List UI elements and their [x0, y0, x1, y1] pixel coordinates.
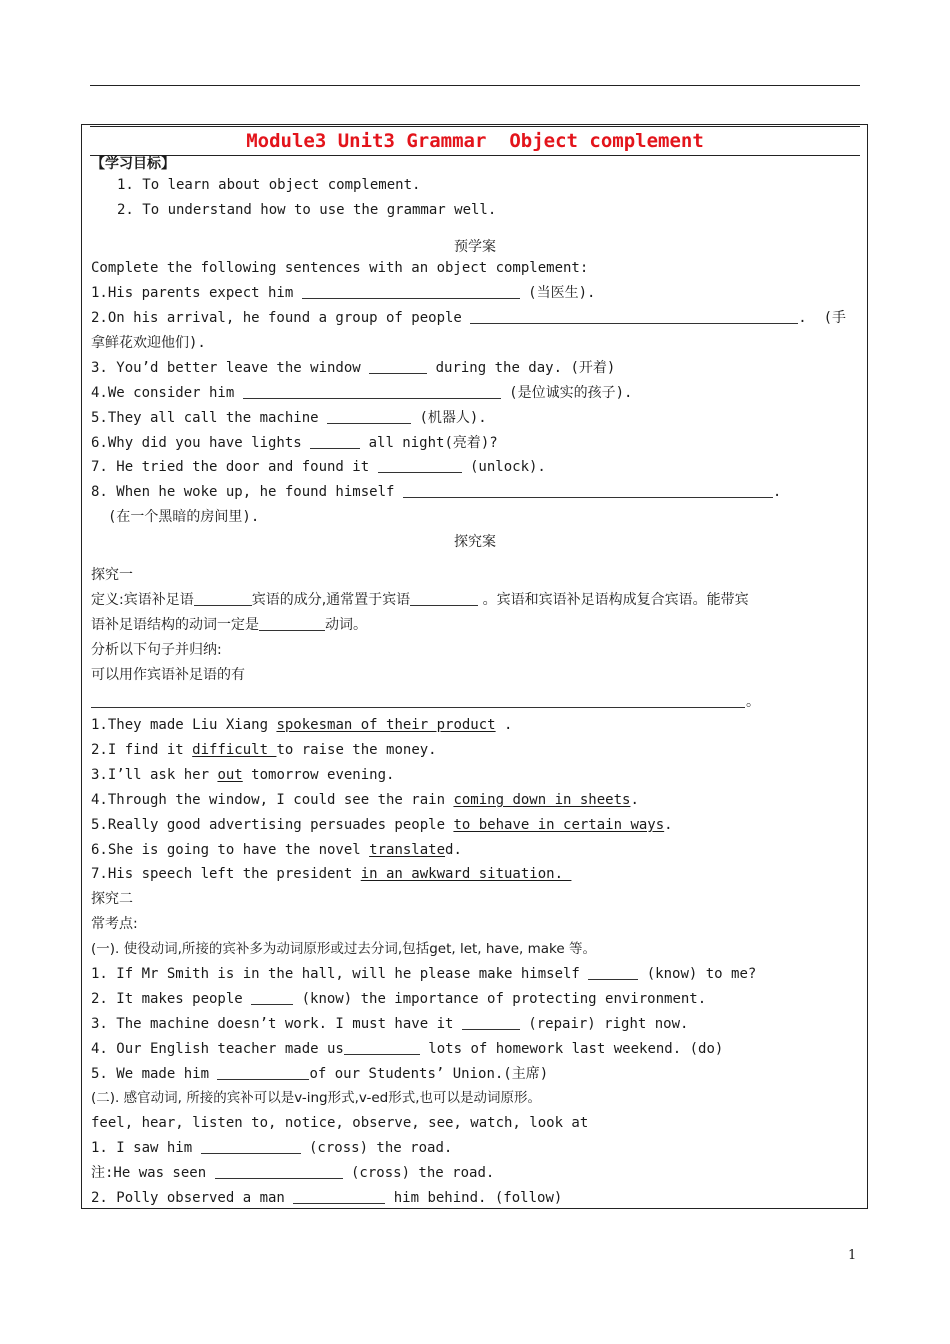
frame-top-rule	[90, 126, 860, 127]
analyze-instruction: 分析以下句子并归纳:	[91, 642, 222, 658]
page-title: Module3 Unit3 Grammar Object complement	[246, 130, 704, 152]
sense-verbs-list: feel, hear, listen to, notice, observe, see, watch, look at	[91, 1115, 589, 1131]
preview-question-6: 6.Why did you have lights all night(亮着)?	[91, 435, 498, 451]
example-4: 4.Through the window, I could see the rain coming down in sheets.	[91, 792, 639, 808]
example-1: 1.They made Liu Xiang spokesman of their product .	[91, 717, 513, 733]
answer-blank[interactable]	[369, 359, 427, 374]
can-be-prompt: 可以用作宾语补足语的有	[91, 667, 245, 683]
answer-line[interactable]	[91, 707, 745, 708]
answer-blank[interactable]	[310, 434, 360, 449]
answer-blank[interactable]	[251, 990, 293, 1005]
section-2-title: (二). 感官动词, 所接的宾补可以是v-ing形式,v-ed形式,也可以是动词原形。	[91, 1090, 542, 1106]
goal-item: 2. To understand how to use the grammar well.	[117, 202, 497, 218]
answer-blank[interactable]	[327, 409, 411, 424]
answer-blank[interactable]	[344, 1040, 420, 1055]
preview-question-8: 8. When he woke up, he found himself .	[91, 484, 782, 500]
exercise-s4: 4. Our English teacher made us lots of homework last weekend. (do)	[91, 1041, 724, 1057]
definition-line-1: 定义:宾语补足语 宾语的成分,通常置于宾语 。宾语和宾语补足语构成复合宾语。能带宾	[91, 592, 749, 608]
answer-blank[interactable]	[302, 284, 520, 299]
answer-blank[interactable]	[410, 591, 478, 606]
page-number: 1	[848, 1248, 857, 1263]
answer-blank[interactable]	[194, 591, 252, 606]
definition-line-2: 语补足语结构的动词一定是 动词。	[91, 617, 367, 633]
answer-blank[interactable]	[259, 616, 325, 631]
answer-blank[interactable]	[403, 483, 773, 498]
preview-question-1: 1.His parents expect him (当医生).	[91, 285, 596, 301]
header-rule	[90, 85, 860, 86]
answer-blank[interactable]	[293, 1189, 385, 1204]
preview-instruction: Complete the following sentences with an object complement:	[91, 260, 589, 276]
exercise-t1: 1. I saw him (cross) the road.	[91, 1140, 453, 1156]
preview-question-4: 4.We consider him (是位诚实的孩子).	[91, 385, 633, 401]
example-6: 6.She is going to have the novel translated.	[91, 842, 462, 858]
preview-question-3: 3. You’d better leave the window during the day. (开着)	[91, 360, 616, 376]
example-2: 2.I find it difficult to raise the money.	[91, 742, 437, 758]
exercise-note: 注:He was seen (cross) the road.	[91, 1165, 495, 1181]
preview-heading: 预学案	[454, 239, 496, 255]
exercise-s1: 1. If Mr Smith is in the hall, will he please make himself (know) to me?	[91, 966, 757, 982]
exercise-s5: 5. We made him of our Students’ Union.(主席)	[91, 1066, 549, 1082]
preview-question-2: 2.On his arrival, he found a group of people . (手	[91, 310, 847, 326]
goals-heading: 【学习目标】	[91, 156, 175, 172]
common-points: 常考点:	[91, 916, 138, 932]
answer-blank[interactable]	[378, 458, 462, 473]
explore-heading: 探究案	[454, 534, 496, 550]
exercise-s3: 3. The machine doesn’t work. I must have it (repair) right now.	[91, 1016, 689, 1032]
answer-blank[interactable]	[588, 965, 638, 980]
part1-title: 探究一	[91, 567, 133, 583]
answer-blank[interactable]	[201, 1139, 301, 1154]
section-1-title: (一). 使役动词,所接的宾补多为动词原形或过去分词,包括get, let, have, make 等。	[91, 941, 596, 957]
answer-line-period: 。	[746, 694, 760, 710]
answer-blank[interactable]	[243, 384, 501, 399]
answer-blank[interactable]	[462, 1015, 520, 1030]
preview-question-7: 7. He tried the door and found it (unlock).	[91, 459, 546, 475]
answer-blank[interactable]	[215, 1164, 343, 1179]
example-5: 5.Really good advertising persuades people to behave in certain ways.	[91, 817, 673, 833]
answer-blank[interactable]	[470, 309, 798, 324]
exercise-s2: 2. It makes people (know) the importance of protecting environment.	[91, 991, 707, 1007]
example-7: 7.His speech left the president in an awkward situation.	[91, 866, 572, 882]
preview-question-5: 5.They all call the machine (机器人).	[91, 410, 487, 426]
answer-blank[interactable]	[217, 1065, 309, 1080]
part2-title: 探究二	[91, 891, 133, 907]
preview-question-2-cont: 拿鲜花欢迎他们).	[91, 335, 206, 351]
example-3: 3.I’ll ask her out tomorrow evening.	[91, 767, 395, 783]
goal-item: 1. To learn about object complement.	[117, 177, 421, 193]
preview-question-8-cont: (在一个黑暗的房间里).	[108, 509, 260, 525]
exercise-t2: 2. Polly observed a man him behind. (follow)	[91, 1190, 563, 1206]
